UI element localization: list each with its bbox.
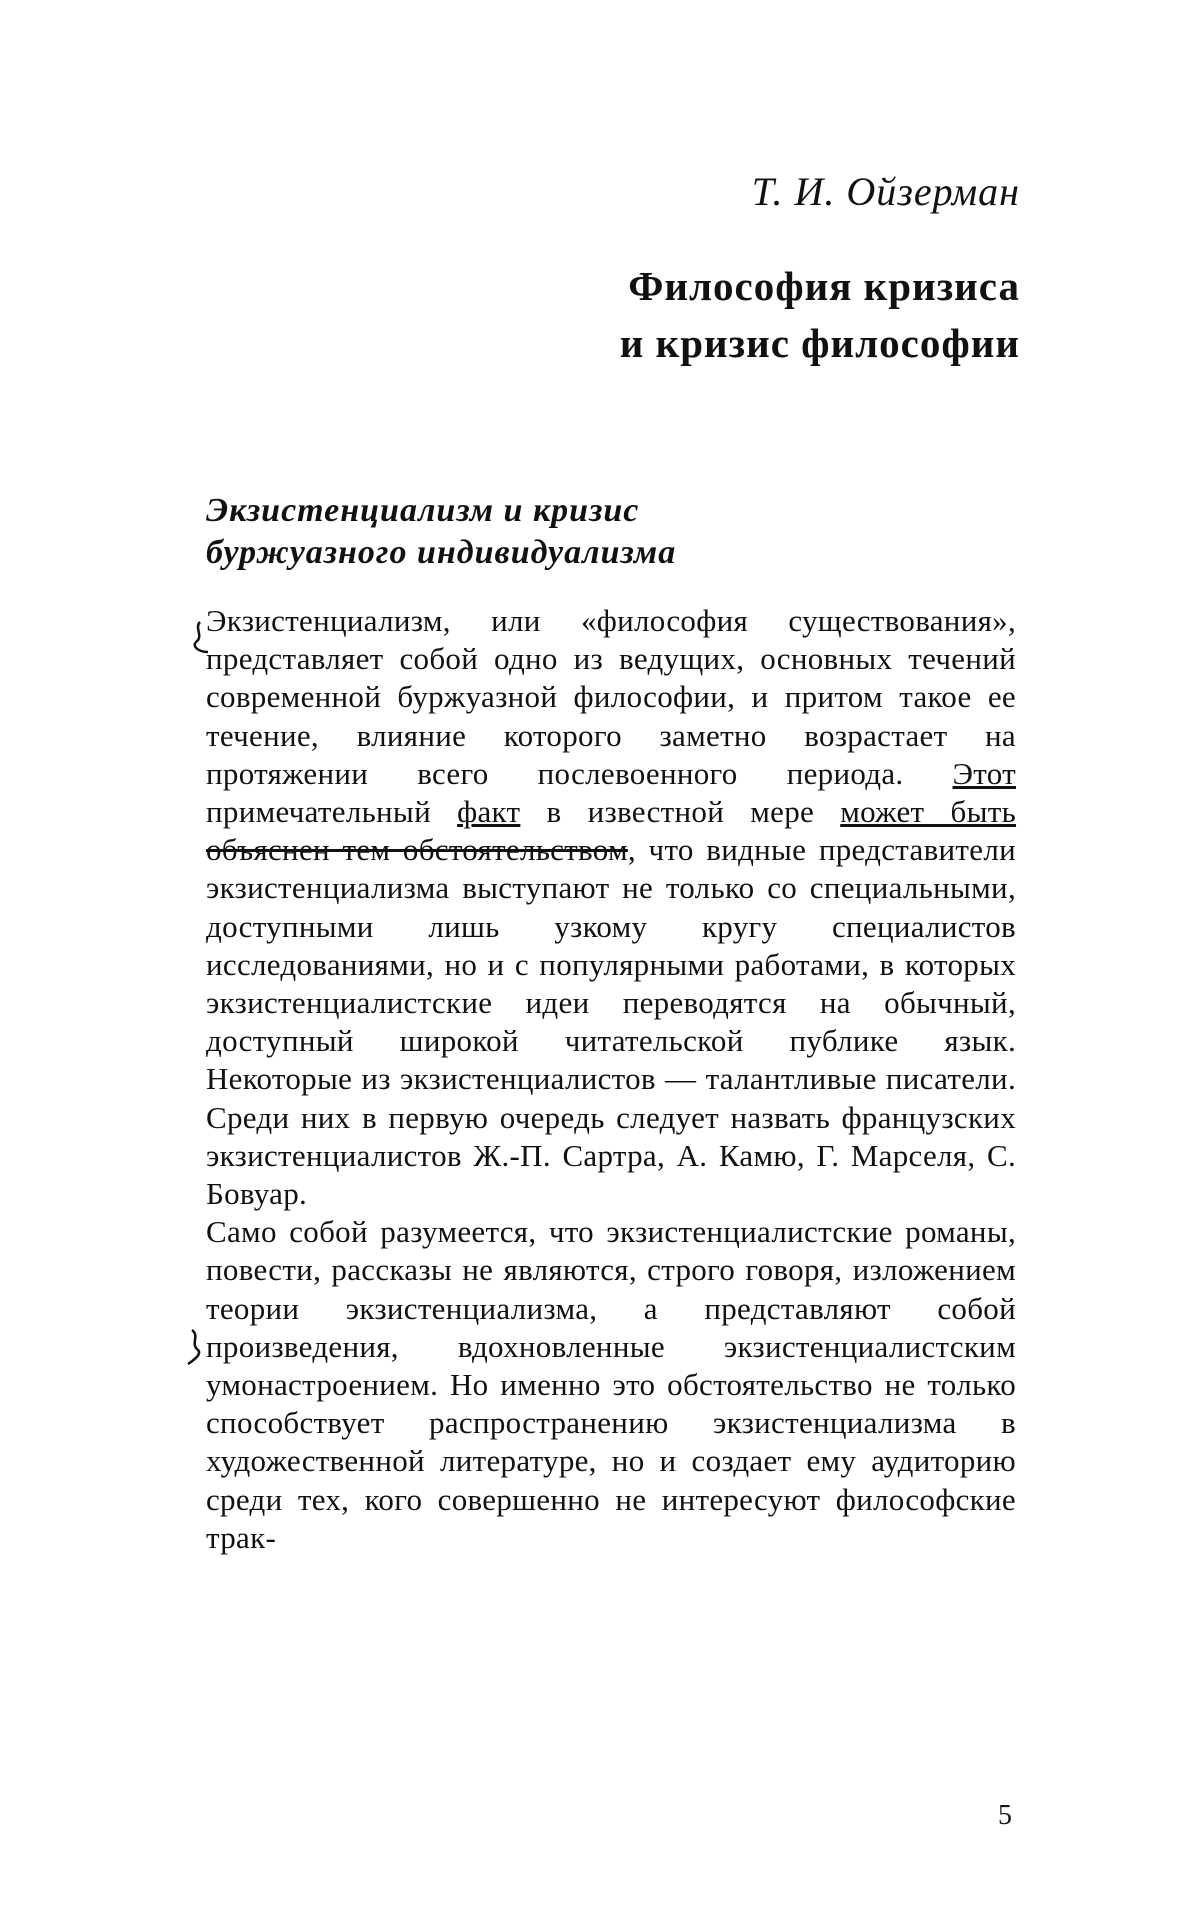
- chapter-title-line: Философия кризиса: [628, 263, 1020, 309]
- paragraph-text: Экзистенциализм, или «философия существования», представляет собой одно из ведущих, основных течений современной буржуазной философии, и притом такое ее течение, влияние которого заметно возрастает на протяжении всего послевоенного периода.: [206, 603, 1016, 791]
- paragraph-text: в известной мере: [520, 794, 841, 830]
- section-title-line: буржуазного индивидуализма: [206, 534, 677, 571]
- paragraph-mark-icon: [184, 1326, 208, 1366]
- chapter-title: [620, 258, 1020, 372]
- page-number: 5: [998, 1800, 1012, 1831]
- author-name: Т. И. Ойзерман: [751, 169, 1020, 214]
- paragraph-text: , что видные представители экзистенциализма выступают не только со специальными, доступными лишь узкому кругу специалистов исследованиями, но и с популярными работами, в которых экзистенциалистские идеи переводятся на обычный, доступный широкой читательской публике язык. Некоторые из экзистенциалистов — талантливые писатели. Среди них в первую очередь следует назвать французских экзистенциалистов Ж.-П. Сартра, А. Камю, Г. Марселя, С. Бовуар.: [206, 832, 1016, 1212]
- chapter-title-line: и кризис философии: [619, 320, 1020, 366]
- underlined-word: Этот: [952, 755, 1016, 791]
- struck-phrase: объяснен тем обстоятельством: [206, 832, 628, 868]
- body-text: [206, 602, 1016, 1557]
- paragraph: [206, 602, 1016, 1213]
- underlined-phrase: может быть: [840, 794, 1017, 830]
- section-title-line: Экзистенциализм и кризис: [206, 492, 640, 529]
- paragraph-text: примечательный: [206, 794, 458, 830]
- section-title: [206, 490, 836, 574]
- underlined-word: факт: [457, 794, 521, 830]
- paragraph: Само собой разумеется, что экзистенциалистские романы, повести, рассказы не являются, строго говоря, изложением теории экзистенциализма, а представляют собой произведения, вдохновленные экзистенциалистским умонастроением. Но именно это обстоятельство не только способствует распространению экзистенциализма в художественной литературе, но и создает ему аудиторию среди тех, кого совершенно не интересуют философские трак-: [206, 1214, 1016, 1555]
